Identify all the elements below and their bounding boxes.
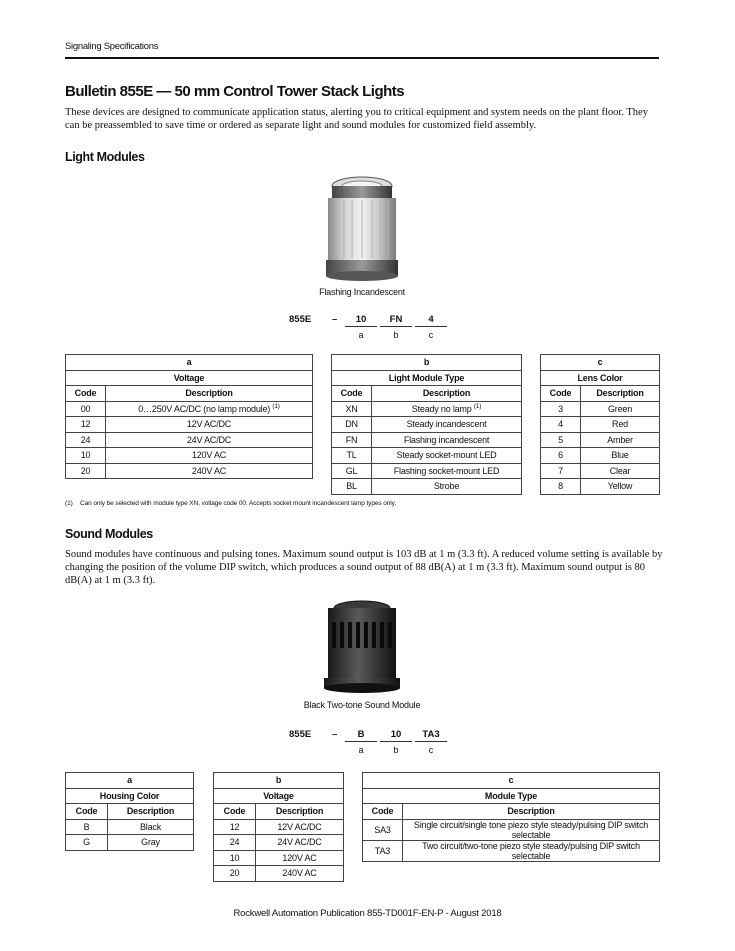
sound-voltage-table: b Voltage Code Description 12 12V AC/DC 24 24V AC/DC 10 120V AC 20 240V AC (213, 772, 344, 882)
sound-module-image (320, 600, 404, 696)
table-row: SA3 Single circuit/single tone piezo style steady/pulsing DIP switch selectable (363, 819, 660, 840)
catalog-segment-b: FN b (380, 314, 412, 340)
light-modules-heading: Light Modules (65, 150, 145, 164)
table-row: TL Steady socket-mount LED (332, 448, 522, 464)
table-row: FN Flashing incandescent (332, 432, 522, 448)
page-title: Bulletin 855E — 50 mm Control Tower Stack Lights (65, 83, 405, 100)
intro-paragraph: These devices are designed to communicate application status, alerting you to critical equipment and system needs on the plant floor. They can be preassembled to save time or ordered as separate light and sound modules for customized field assembly. (65, 107, 648, 131)
table-row: 12 12V AC/DC (214, 819, 344, 835)
page-footer: Rockwell Automation Publication 855-TD001F-EN-P - August 2018 (233, 908, 502, 919)
sound-module-caption: Black Two-tone Sound Module (303, 700, 421, 710)
table-row: GL Flashing socket-mount LED (332, 463, 522, 479)
table-row: 3 Green (541, 401, 660, 417)
table-row: 6 Blue (541, 448, 660, 464)
table-row: 10 120V AC (66, 448, 313, 464)
lens-color-table: c Lens Color Code Description 3 Green 4 Red 5 Amber 6 Blue 7 Clear 8 Yellow (540, 354, 660, 495)
light-module-caption: Flashing Incandescent (319, 287, 405, 297)
table-row: 4 Red (541, 417, 660, 433)
table-row: 24 24V AC/DC (214, 835, 344, 851)
table-row: 10 120V AC (214, 850, 344, 866)
table-row: 00 0…250V AC/DC (no lamp module) $^{(1)}$ (66, 401, 313, 417)
table-row: 8 Yellow (541, 479, 660, 495)
catalog-base: 855E (289, 314, 312, 325)
light-module-image (322, 174, 402, 286)
table-row: 12 12V AC/DC (66, 417, 313, 433)
footnote: (1) Can only be selected with module type XN, voltage code 00. Accepts socket mount incandescent lamp types only. (65, 500, 396, 507)
table-row: 20 240V AC (214, 866, 344, 882)
light-voltage-table: a Voltage Code Description 00 0…250V AC/DC (no lamp module) $^{(1)}$ 12 12V AC/DC 24 24V AC/DC 10 120V AC 20 240V AC (65, 354, 313, 479)
table-row: TA3 Two circuit/two-tone piezo style steady/pulsing DIP switch selectable (363, 840, 660, 861)
module-type-table: c Module Type Code Description SA3 Single circuit/single tone piezo style steady/pulsing DIP switch selectable TA3 Two circuit/two-tone piezo style steady/pulsing DIP switch selectable (362, 772, 660, 862)
header-rule (65, 57, 659, 59)
catalog-dash: – (332, 729, 338, 740)
catalog-segment-c: TA3 c (415, 729, 447, 755)
light-module-type-table: b Light Module Type Code Description XN Steady no lamp $^{(1)}$ DN Steady incandescent FN Flashing incandescent TL Steady socket-mount LED GL Flashing socket-mount LED BL Strobe (331, 354, 522, 495)
table-row: 7 Clear (541, 463, 660, 479)
catalog-segment-c: 4 c (415, 314, 447, 340)
table-row: G Gray (66, 835, 194, 851)
running-header: Signaling Specifications (65, 41, 159, 52)
table-row: 24 24V AC/DC (66, 432, 313, 448)
housing-color-table: a Housing Color Code Description B Black G Gray (65, 772, 194, 851)
catalog-dash: – (332, 314, 338, 325)
catalog-segment-a: B a (345, 729, 377, 755)
table-row: B Black (66, 819, 194, 835)
table-row: BL Strobe (332, 479, 522, 495)
catalog-segment-a: 10 a (345, 314, 377, 340)
catalog-base: 855E (289, 729, 312, 740)
catalog-segment-b: 10 b (380, 729, 412, 755)
table-row: XN Steady no lamp $^{(1)}$ (332, 401, 522, 417)
table-row: 5 Amber (541, 432, 660, 448)
sound-paragraph: Sound modules have continuous and pulsing tones. Maximum sound output is 103 dB at 1 m (3.3 ft). A reduced volume setting is available by changing the position of the volume DIP switch, which produces a sound output of 88 dB(A) at 1 m (3.3 ft). Maximum sound output is 80 dB(A) at 1 m (3.3 ft). (65, 549, 663, 586)
sound-modules-heading: Sound Modules (65, 527, 153, 541)
table-row: 20 240V AC (66, 463, 313, 479)
table-row: DN Steady incandescent (332, 417, 522, 433)
